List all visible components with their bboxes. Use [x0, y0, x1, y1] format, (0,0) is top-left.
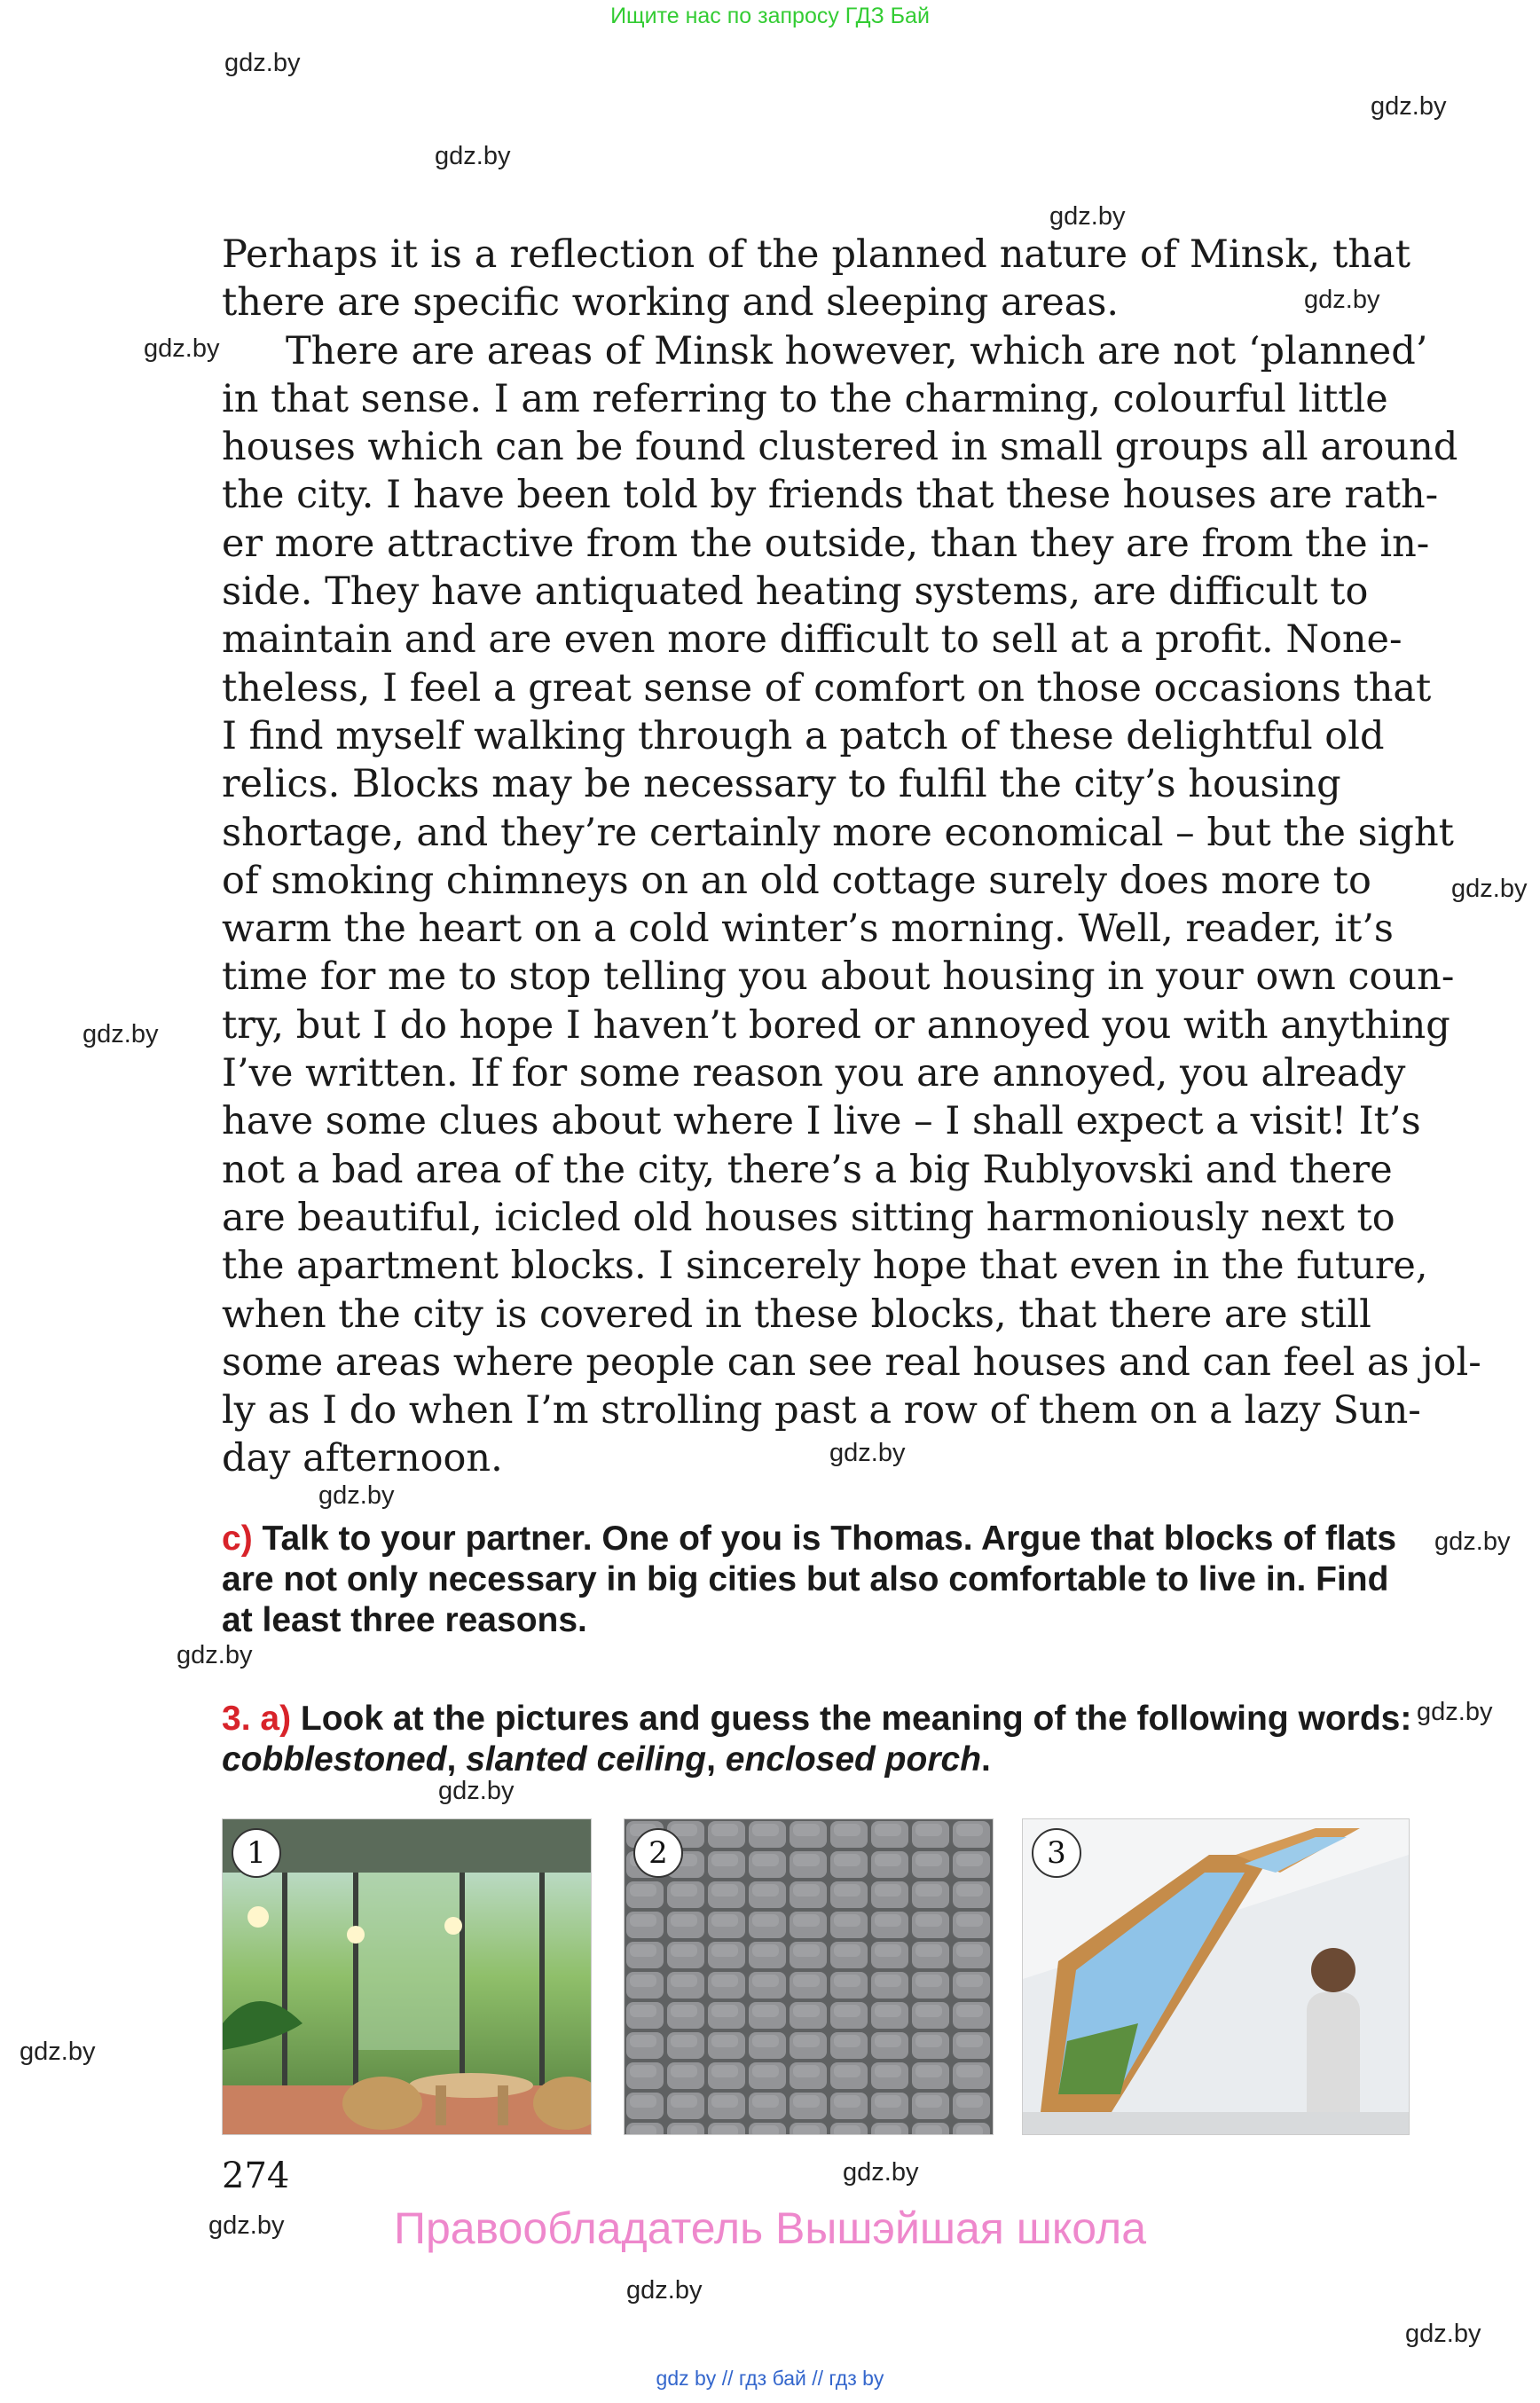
watermark: gdz.by — [1434, 1527, 1511, 1556]
text-line: theless, I feel a great sense of comfort on those occasions that — [222, 665, 1432, 711]
text-line: er more attractive from the outside, than they are from the in- — [222, 521, 1430, 566]
text-line: shortage, and they’re certainly more economical – but the sight — [222, 810, 1454, 855]
picture-number: 2 — [633, 1828, 683, 1878]
task-c-text: Talk to your partner. One of you is Thomas. Argue that blocks of flats are not only necessary in big cities but also comfortable to live in. Find at least three reasons. — [222, 1520, 1397, 1639]
text-line: have some clues about where I live – I shall expect a visit! It’s — [222, 1099, 1421, 1144]
watermark: gdz.by — [438, 1777, 515, 1805]
task-c-label: c) — [222, 1520, 253, 1558]
reading-text — [222, 231, 1481, 1483]
watermark: gdz.by — [144, 334, 220, 363]
picture-cobblestone — [624, 1818, 994, 2135]
task-c — [222, 1519, 1415, 1641]
text-line: the apartment blocks. I sincerely hope that even in the future, — [222, 1244, 1428, 1289]
text-line: time for me to stop telling you about housing in your own coun- — [222, 954, 1455, 1000]
watermark: gdz.by — [208, 2211, 285, 2240]
watermark: gdz.by — [1451, 875, 1528, 903]
text-line: there are specific working and sleeping areas. — [222, 280, 1120, 326]
text-line: in that sense. I am referring to the charming, colourful little — [222, 376, 1388, 421]
watermark: gdz.by — [1049, 202, 1126, 231]
text-line: day afternoon. — [222, 1436, 503, 1481]
text-line: I’ve written. If for some reason you are annoyed, you already — [222, 1051, 1406, 1096]
task-3a — [222, 1699, 1415, 1780]
top-banner[interactable]: Ищите нас по запросу ГДЗ Бай — [610, 4, 930, 28]
text-line: Perhaps it is a reflection of the planned nature of Minsk, that — [222, 232, 1410, 277]
text-line: try, but I do hope I haven’t bored or annoyed you with anything — [222, 1002, 1450, 1048]
watermark: gdz.by — [1417, 1698, 1493, 1726]
text-line: the city. I have been told by friends that these houses are rath- — [222, 473, 1439, 518]
watermark: gdz.by — [843, 2158, 919, 2187]
picture-slanted-ceiling — [1022, 1818, 1410, 2135]
task-3a-text: Look at the pictures and guess the meaning of the following words: — [300, 1700, 1412, 1738]
text-line: some areas where people can see real houses and can feel as jol- — [222, 1339, 1481, 1385]
text-line: are beautiful, icicled old houses sitting harmoniously next to — [222, 1195, 1395, 1240]
separator: , — [706, 1740, 726, 1779]
text-line: relics. Blocks may be necessary to fulfil the city’s housing — [222, 762, 1341, 807]
separator: . — [981, 1740, 991, 1779]
page-number: 274 — [222, 2156, 290, 2196]
watermark: gdz.by — [435, 142, 511, 170]
word-enclosed-porch: enclosed porch — [725, 1740, 982, 1779]
watermark: gdz.by — [318, 1481, 395, 1510]
word-cobblestoned: cobblestoned — [222, 1740, 447, 1779]
text-line: warm the heart on a cold winter’s morning. Well, reader, it’s — [222, 907, 1394, 952]
slanted-ceiling-window-photo-icon — [1023, 1819, 1409, 2134]
text-line: I find myself walking through a patch of these delightful old — [222, 713, 1385, 758]
text-line: There are areas of Minsk however, which are not ‘planned’ — [286, 328, 1428, 373]
text-line: maintain and are even more difficult to sell at a profit. None- — [222, 617, 1402, 663]
text-line: not a bad area of the city, there’s a big Rublyovski and there — [222, 1147, 1393, 1192]
picture-enclosed-porch — [222, 1818, 592, 2135]
task-label: a) — [260, 1700, 292, 1738]
watermark: gdz.by — [1304, 286, 1380, 314]
watermark: gdz.by — [1405, 2320, 1481, 2348]
watermark: gdz.by — [1371, 92, 1447, 121]
task-number: 3. — [222, 1700, 251, 1738]
text-line: when the city is covered in these blocks, that there are still — [222, 1292, 1371, 1337]
copyright-notice: Правообладатель Вышэйшая школа — [394, 2203, 1146, 2253]
watermark: gdz.by — [224, 49, 301, 77]
separator: , — [446, 1740, 467, 1779]
text-line: ly as I do when I’m strolling past a row of them on a lazy Sun- — [222, 1388, 1421, 1433]
footer-links[interactable]: gdz by // гдз бай // гдз by — [656, 2367, 884, 2390]
enclosed-porch-photo-icon — [223, 1819, 591, 2134]
cobblestone-photo-icon — [625, 1819, 993, 2134]
watermark: gdz.by — [82, 1020, 159, 1048]
watermark: gdz.by — [626, 2276, 703, 2305]
text-line: houses which can be found clustered in small groups all around — [222, 425, 1458, 470]
watermark: gdz.by — [20, 2038, 96, 2066]
text-line: side. They have antiquated heating systems, are difficult to — [222, 569, 1369, 615]
word-slanted-ceiling: slanted ceiling — [466, 1740, 707, 1779]
watermark: gdz.by — [829, 1439, 906, 1467]
picture-number: 3 — [1032, 1828, 1081, 1878]
watermark: gdz.by — [177, 1641, 253, 1669]
text-line: of smoking chimneys on an old cottage surely does more to — [222, 858, 1371, 903]
picture-number: 1 — [232, 1828, 281, 1878]
